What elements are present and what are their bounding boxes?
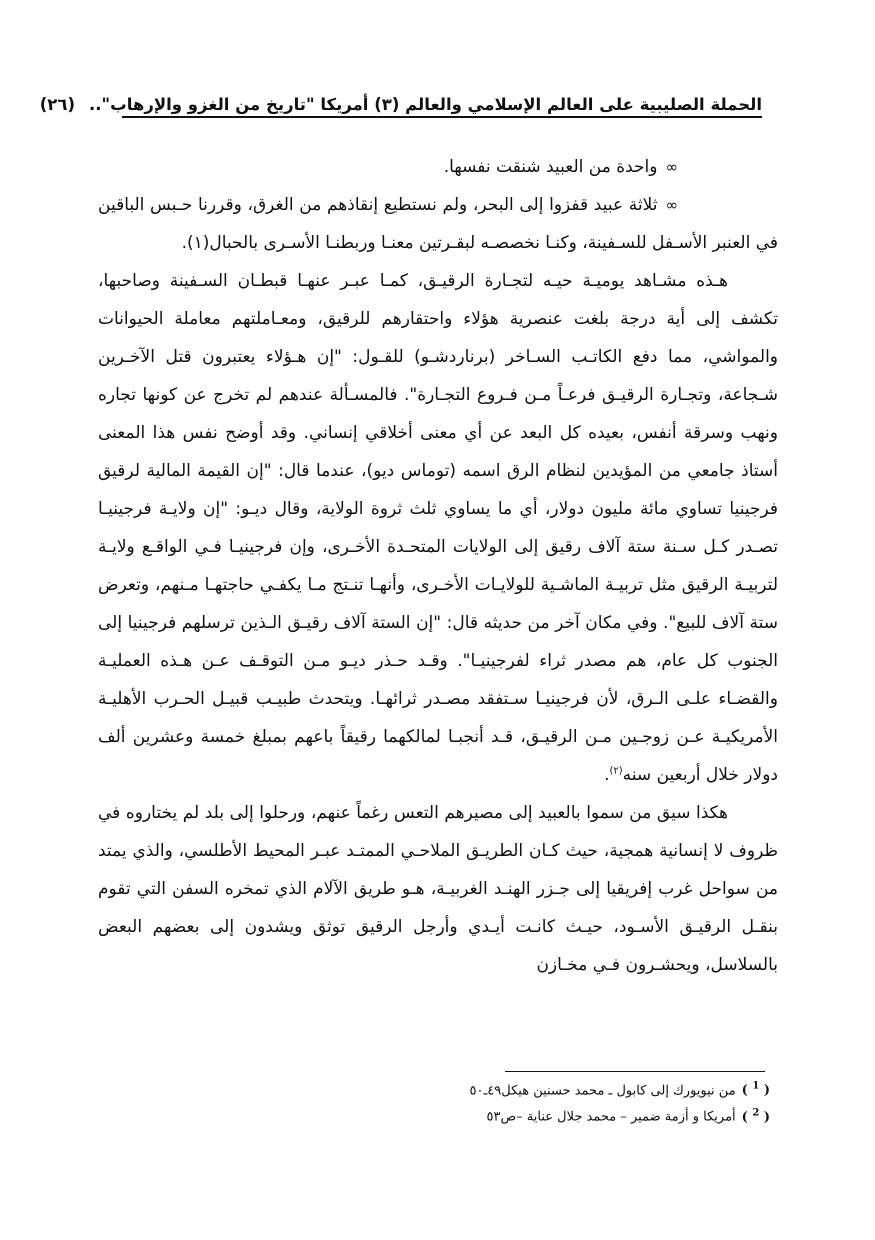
- footnote-text: أمريكا و أزمة ضمير – محمد جلال عناية –ص٥٣: [486, 1109, 736, 1125]
- footnote-reference[interactable]: (٢): [609, 765, 623, 777]
- bullet-text: ثلاثة عبيد قفزوا إلى البحر، ولم نستطيع إنقاذهم من الغرق، وقررنا حـبس الباقين في العنبر الأسـفل للسـفينة، وكنـا نخصصـه لبقـرتين معنـا وربطنـا الأسـرى بالحبال(١).: [98, 195, 778, 253]
- paragraph-text: هـذه مشـاهد يوميـة حيـه لتجـارة الرقيـق، كمـا عبـر عنهـا قبطـان السـفينة وصاحبها، تكشف إلى أية درجة بلغت عنصرية هؤلاء واحتقارهم للرقيق، ومعـاملتهم معاملة الحيوانات والمواشي، مما دفع الكاتـب السـاخر (برناردشـو) للقـول: "إن هـؤلاء يعتبرون قتل الآخـرين شـجاعة، وتجـارة الرقيـق فرعـاً مـن فـروع التجـارة". فالمسـألة عندهم لم تخرج عن كونها تجاره ونهب وسرقة أنفس، بعيده كل البعد عن أي معنى أخلاقي إنساني. وقد أوضح نفس هذا المعنى أستاذ جامعي من المؤيدين لنظام الرق اسمه (توماس ديو)، عندما قال: "إن القيمة المالية لرقيق فرجينيا تساوي مائة مليون دولار، أي ما يساوي ثلث ثروة الولاية، وقال ديـو: "إن ولايـة فرجينيـا تصـدر كـل سـنة ستة آلاف رقيق إلى الولايات المتحـدة الأخـرى، وإن فرجينيـا فـي الواقـع ولايـة لتربيـة الرقيق مثل تربيـة الماشـية للولايـات الأخـرى، وأنهـا تنـتج مـا يكفـي حاجتهـا مـنهم، وتعرض ستة آلاف للبيع". وفي مكان آخر من حديثه قال: "إن الستة آلاف رقيـق الـذين ترسلهم فرجينيا إلى الجنوب كل عام، هم مصدر ثراء لفرجينيـا". وقـد حـذر ديـو مـن التوقـف عـن هـذه العمليـة والقضـاء علـى الـرق، لأن فرجينيـا سـتفقد مصـدر ثرائهـا. ويتحدث طبيـب قبيـل الحـرب الأهليـة الأمريكيـة عـن زوجـين مـن الرقيـق، قـد أنجبـا لمالكهما رقيقاً باعهم بمبلغ خمسة وعشرين ألف دولار خلال أربعين سنه: [98, 271, 778, 785]
- page-header: [39, 88, 762, 118]
- footnote-item: [380, 1102, 770, 1128]
- running-title: الحملة الصليبية على العالم الإسلامي والعالم (٣) أمريكا "تاريخ من الغزو والإرهاب"..: [88, 95, 762, 114]
- footnote-separator: [505, 1071, 765, 1072]
- bullet-item: [98, 186, 778, 262]
- infinity-bullet-icon: ∞: [665, 196, 678, 214]
- paragraph-end: .: [604, 765, 610, 785]
- footnote-number: ( $^2$ ): [741, 1107, 770, 1125]
- page-number: (٢٦): [39, 95, 75, 114]
- bullet-item: [98, 148, 778, 186]
- footnotes: [380, 1076, 770, 1129]
- footnote-number: ( $^1$ ): [741, 1081, 770, 1099]
- footnote-text: من نيويورك إلى كابول ـ محمد حسنين هيكل٤٩ـ٥٠: [469, 1083, 736, 1099]
- footnote-item: [380, 1076, 770, 1102]
- paragraph-text: هكذا سيق من سموا بالعبيد إلى مصيرهم التعس رغماً عنهم، ورحلوا إلى بلد لم يختاروه في ظروف لا إنسانية همجية، حيث كـان الطريـق الملاحـي الممتـد عبـر المحيط الأطلسي، والذي يمتد من سواحل غرب إفريقيا إلى جـزر الهنـد الغربيـة، هـو طريق الآلام الذي تمخره السفن التي تقوم بنقـل الرقيـق الأسـود، حيـث كانـت أيـدي وأرجل الرقيق توثق ويشدون إلى بعضهم البعض بالسلاسل، ويحشـرون فـي مخـازن: [98, 803, 778, 975]
- paragraph: [98, 794, 778, 984]
- bullet-text: واحدة من العبيد شنقت نفسها.: [443, 157, 658, 177]
- body-text: [98, 148, 778, 984]
- paragraph: [98, 262, 778, 794]
- infinity-bullet-icon: ∞: [665, 158, 678, 176]
